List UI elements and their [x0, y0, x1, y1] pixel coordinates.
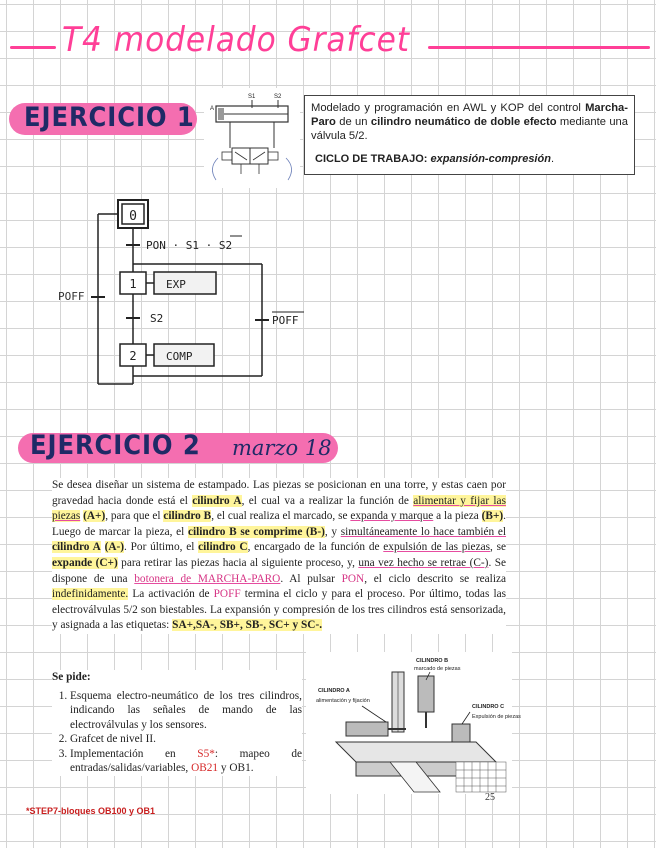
diagram-label-s2: S2 — [274, 94, 282, 100]
task-2: 2. Grafcet de nivel II. — [70, 732, 302, 747]
cycle-label: CICLO DE TRABAJO: — [315, 153, 428, 165]
transition-1-2: S2 — [150, 312, 164, 325]
ej2-tasks — [52, 670, 302, 776]
spec-bold-2: cilindro neumático de doble efecto — [370, 116, 557, 128]
action-comp: COMP — [166, 350, 193, 363]
diagram-label-s1: S1 — [248, 94, 256, 100]
ej2-date: marzo 18 — [232, 436, 332, 460]
footnote: *STEP7-bloques OB100 y OB1 — [26, 806, 156, 816]
ej2-heading: EJERCICIO 2 — [30, 430, 201, 461]
svg-text:marcado de piezas: marcado de piezas — [414, 666, 461, 672]
spec-lead: Modelado y programación en AWL y KOP del control — [311, 102, 581, 114]
spec-bold-1: Marcha-Paro — [311, 102, 629, 128]
step-0-label: 0 — [129, 209, 137, 224]
transition-poff-left: POFF — [58, 290, 85, 303]
spec-tail: mediante una válvula 5/2. — [311, 116, 628, 142]
ej1-statement — [304, 95, 635, 175]
svg-text:Expulsión de piezas: Expulsión de piezas — [472, 714, 521, 720]
diagram-label-a: A — [210, 106, 215, 112]
task-1: 1. Esquema electro-neumático de los tres cilindros, indicando las señales de mando de las electroválvulas y los sensores. — [70, 689, 302, 733]
page-number: 25 — [485, 792, 495, 803]
title-rule-left — [10, 46, 56, 49]
cycle-end: . — [550, 153, 554, 165]
svg-text:alimentación y fijación: alimentación y fijación — [316, 698, 370, 704]
step-1-label: 1 — [129, 277, 137, 291]
step-2-label: 2 — [129, 349, 137, 363]
cycle-value: expansión-compresión — [430, 153, 551, 165]
spec-mid: de un — [335, 116, 371, 128]
pneumatic-diagram — [204, 88, 300, 188]
svg-text:CILINDRO C: CILINDRO C — [472, 704, 505, 710]
task-3: 3. Implementación en S5*: mapeo de entradas/salidas/variables, OB21 y OB1. — [70, 747, 302, 776]
page-title: T4 modelado Grafcet — [62, 20, 410, 60]
svg-text:CILINDRO B: CILINDRO B — [416, 658, 449, 664]
grafcet-diagram — [56, 194, 326, 394]
ej2-statement: Se desea diseñar un sistema de estampado. Las piezas se posicionan en una torre, y estas caen por gravedad hacia donde está el cilindro A, el cual va a realizar la función de alimentar y fijar las piezas (A+), para que el cilindro B, el cual realiza el marcado, se expanda y marque a la pieza (B+). Luego de marcar la pieza, el cilindro B se comprime (B-), y simultáneamente lo hace también el cilindro A (A-). Por último, el cilindro C, encargado de la función de expulsión de las piezas, se expande (C+) para retirar las piezas hacia al siguiente proceso, y, una vez hecho se retrae (C-). Se dispone de una botonera de MARCHA-PARO. Al pulsar PON, el ciclo descrito se realiza indefinidamente. La activación de POFF termina el ciclo y para el proceso. Por último, todas las electroválvulas 5/2 son biestables. La expansión y compresión de los tres cilindros está sensorizada, y asignada a las etiquetas: SA+,SA-, SB+, SB-, SC+ y SC-. — [52, 478, 506, 634]
transition-0-1: PON · S1 · S2 — [146, 239, 233, 252]
transition-poff-right: POFF — [272, 314, 299, 327]
ej1-heading: EJERCICIO 1 — [24, 102, 195, 133]
action-exp: EXP — [166, 278, 186, 291]
svg-text:CILINDRO A: CILINDRO A — [318, 688, 350, 694]
stamping-illustration — [306, 652, 521, 794]
tasks-title: Se pide: — [52, 671, 91, 683]
title-rule-right — [428, 46, 650, 49]
